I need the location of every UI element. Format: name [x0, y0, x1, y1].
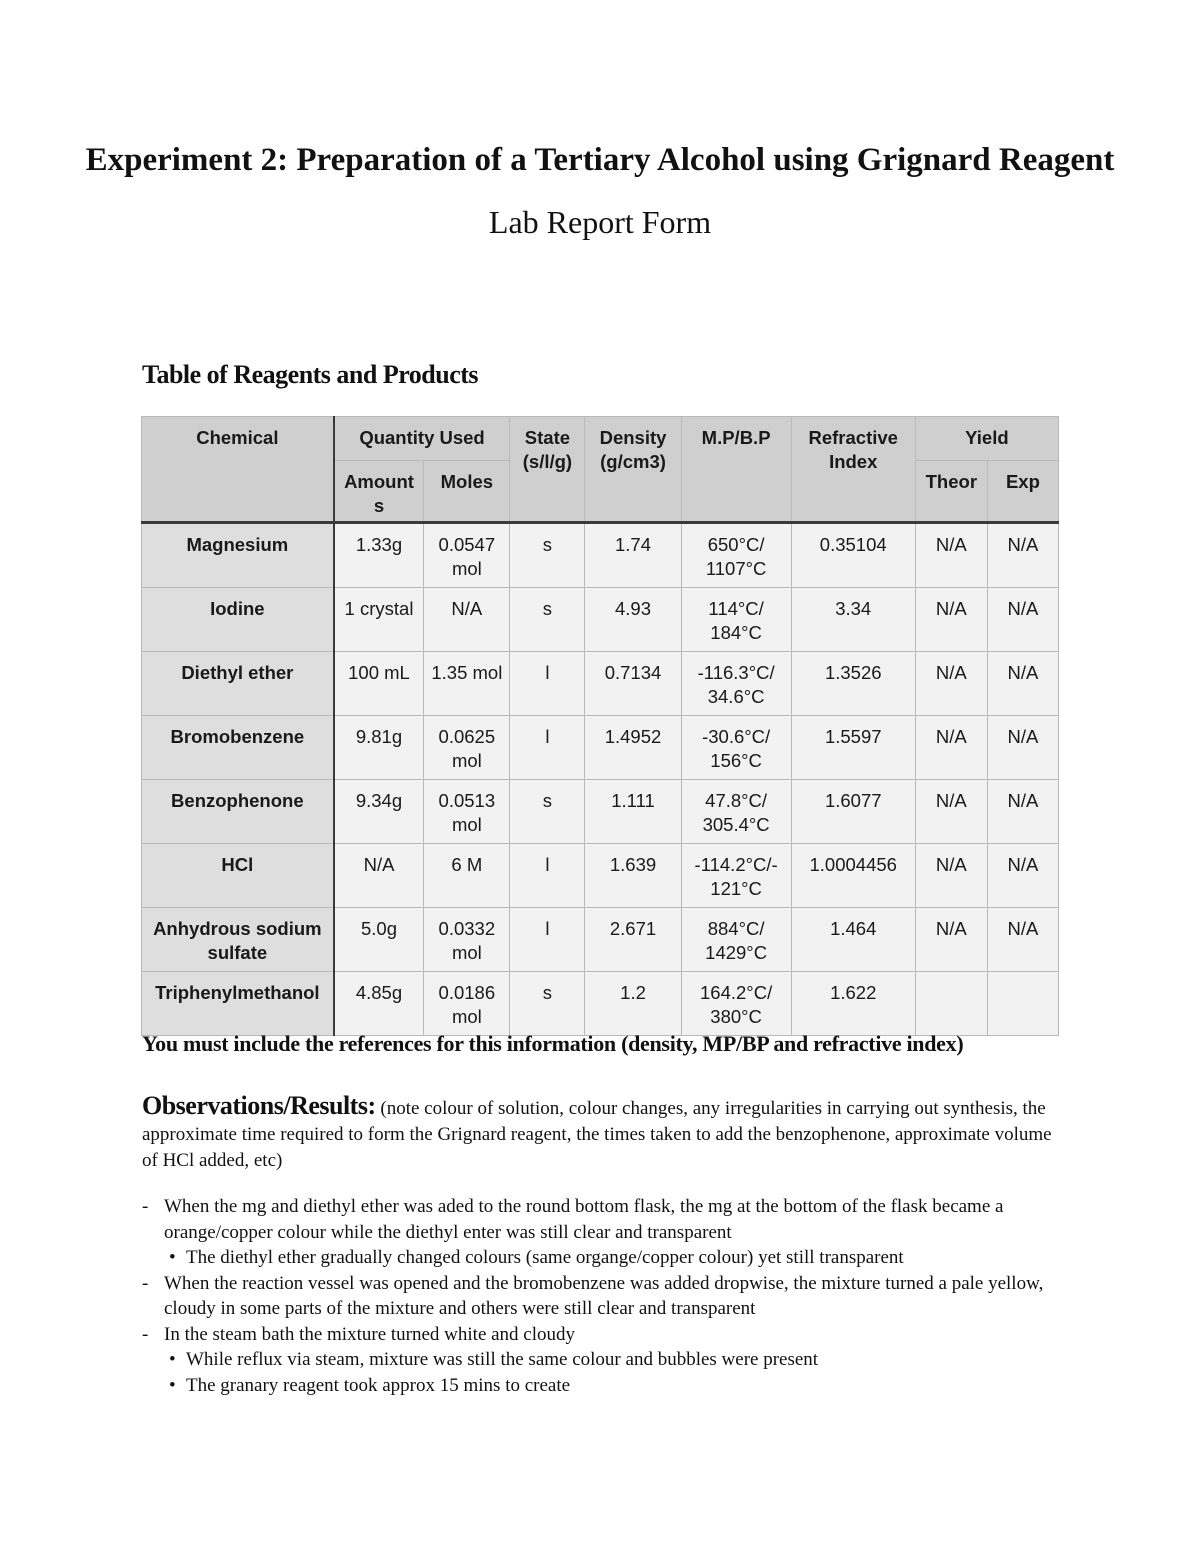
cell-chemical: Anhydrous sodium sulfate [142, 908, 334, 972]
header-mp-bp: M.P/B.P [681, 417, 791, 523]
header-yield: Yield [915, 417, 1058, 461]
header-amounts: Amount s [334, 461, 424, 523]
observation-sublist [164, 1347, 1062, 1398]
table-section-heading: Table of Reagents and Products [142, 360, 479, 389]
page-subtitle: Lab Report Form [488, 204, 712, 240]
cell-amount: 4.85g [334, 972, 424, 1036]
header-quantity-used: Quantity Used [334, 417, 510, 461]
header-state: State (s/l/g) [510, 417, 585, 523]
observation-text: When the reaction vessel was opened and the bromobenzene was added dropwise, the mixture turned a pale yellow, cloudy in some parts of the mixture and others were still clear and transparent [164, 1272, 1044, 1319]
cell-refractive-index: 3.34 [791, 588, 915, 652]
cell-mp-bp: -116.3°C/ 34.6°C [681, 652, 791, 716]
table-row [142, 908, 1059, 972]
cell-exp: N/A [987, 588, 1058, 652]
cell-state: l [510, 908, 585, 972]
header-moles: Moles [424, 461, 510, 523]
header-chemical: Chemical [142, 417, 334, 523]
cell-theor: N/A [915, 780, 987, 844]
observation-item [142, 1322, 1062, 1399]
table-row [142, 844, 1059, 908]
observation-text: When the mg and diethyl ether was aded to the round bottom flask, the mg at the bottom of the flask became a orange/copper colour while the diethyl enter was still clear and transparent [164, 1196, 1004, 1243]
cell-refractive-index: 1.5597 [791, 716, 915, 780]
cell-moles: 1.35 mol [424, 652, 510, 716]
cell-exp: N/A [987, 908, 1058, 972]
cell-density: 1.74 [585, 523, 681, 588]
cell-density: 2.671 [585, 908, 681, 972]
cell-density: 4.93 [585, 588, 681, 652]
cell-exp: N/A [987, 716, 1058, 780]
cell-moles: 0.0186 mol [424, 972, 510, 1036]
cell-mp-bp: 884°C/ 1429°C [681, 908, 791, 972]
cell-mp-bp: -114.2°C/- 121°C [681, 844, 791, 908]
reagents-table [141, 416, 1059, 1036]
cell-state: s [510, 780, 585, 844]
cell-amount: 9.34g [334, 780, 424, 844]
cell-chemical: Bromobenzene [142, 716, 334, 780]
cell-theor: N/A [915, 908, 987, 972]
observations-intro [142, 1093, 1062, 1174]
cell-density: 1.639 [585, 844, 681, 908]
observations-list [142, 1194, 1062, 1398]
cell-state: s [510, 523, 585, 588]
header-exp: Exp [987, 461, 1058, 523]
cell-state: s [510, 588, 585, 652]
cell-state: l [510, 652, 585, 716]
page-title-text: Experiment 2: Preparation of a Tertiary Alcohol using Grignard Reagent [85, 142, 1115, 178]
document-header [0, 140, 1200, 242]
cell-density: 1.2 [585, 972, 681, 1036]
cell-amount: 1.33g [334, 523, 424, 588]
cell-moles: 6 M [424, 844, 510, 908]
observation-subitem: • The diethyl ether gradually changed colours (same organge/copper colour) yet still transparent [164, 1245, 1062, 1271]
cell-refractive-index: 1.3526 [791, 652, 915, 716]
observation-text: In the steam bath the mixture turned white and cloudy [164, 1323, 576, 1345]
cell-theor: N/A [915, 844, 987, 908]
cell-refractive-index: 1.464 [791, 908, 915, 972]
cell-amount: 9.81g [334, 716, 424, 780]
cell-theor [915, 972, 987, 1036]
observations-heading: Observations/Results: [142, 1091, 376, 1120]
cell-refractive-index: 1.622 [791, 972, 915, 1036]
observation-item [142, 1194, 1062, 1271]
cell-density: 1.111 [585, 780, 681, 844]
reagents-table-body [142, 523, 1059, 1036]
cell-chemical: Magnesium [142, 523, 334, 588]
cell-state: l [510, 844, 585, 908]
observations-instructions: (note colour of solution, colour changes, any irregularities in carrying out synthesis, the approximate time required to form the Grignard reagent, the times taken to add the benzophenone, approximate volume of HCl added, etc) [142, 1098, 1052, 1171]
table-row [142, 780, 1059, 844]
cell-density: 1.4952 [585, 716, 681, 780]
cell-moles: 0.0513 mol [424, 780, 510, 844]
cell-chemical: Diethyl ether [142, 652, 334, 716]
cell-mp-bp: 114°C/ 184°C [681, 588, 791, 652]
cell-density: 0.7134 [585, 652, 681, 716]
observation-item [142, 1271, 1062, 1322]
cell-mp-bp: 164.2°C/ 380°C [681, 972, 791, 1036]
cell-amount: 100 mL [334, 652, 424, 716]
cell-exp: N/A [987, 523, 1058, 588]
header-refractive-index: Refractive Index [791, 417, 915, 523]
cell-amount: N/A [334, 844, 424, 908]
cell-exp [987, 972, 1058, 1036]
cell-mp-bp: 47.8°C/ 305.4°C [681, 780, 791, 844]
cell-chemical: Iodine [142, 588, 334, 652]
observation-subitem: • The granary reagent took approx 15 mins to create [164, 1373, 1062, 1399]
page-title [0, 140, 1200, 180]
table-row [142, 716, 1059, 780]
cell-moles: 0.0547 mol [424, 523, 510, 588]
cell-exp: N/A [987, 844, 1058, 908]
cell-mp-bp: -30.6°C/ 156°C [681, 716, 791, 780]
observation-subitem: • While reflux via steam, mixture was still the same colour and bubbles were present [164, 1347, 1062, 1373]
cell-amount: 5.0g [334, 908, 424, 972]
observations-section [142, 1093, 1062, 1398]
table-row [142, 972, 1059, 1036]
references-note: You must include the references for this information (density, MP/BP and refractive index) [142, 1031, 964, 1056]
cell-moles: 0.0625 mol [424, 716, 510, 780]
cell-theor: N/A [915, 523, 987, 588]
table-row [142, 588, 1059, 652]
cell-state: l [510, 716, 585, 780]
cell-exp: N/A [987, 780, 1058, 844]
table-row [142, 523, 1059, 588]
cell-chemical: Benzophenone [142, 780, 334, 844]
cell-chemical: Triphenylmethanol [142, 972, 334, 1036]
cell-moles: 0.0332 mol [424, 908, 510, 972]
cell-theor: N/A [915, 588, 987, 652]
cell-theor: N/A [915, 716, 987, 780]
observation-sublist [164, 1245, 1062, 1271]
cell-refractive-index: 1.6077 [791, 780, 915, 844]
cell-refractive-index: 1.0004456 [791, 844, 915, 908]
cell-chemical: HCl [142, 844, 334, 908]
cell-theor: N/A [915, 652, 987, 716]
cell-state: s [510, 972, 585, 1036]
header-density: Density (g/cm3) [585, 417, 681, 523]
cell-mp-bp: 650°C/ 1107°C [681, 523, 791, 588]
cell-refractive-index: 0.35104 [791, 523, 915, 588]
table-row [142, 652, 1059, 716]
header-theor: Theor [915, 461, 987, 523]
cell-amount: 1 crystal [334, 588, 424, 652]
cell-moles: N/A [424, 588, 510, 652]
cell-exp: N/A [987, 652, 1058, 716]
